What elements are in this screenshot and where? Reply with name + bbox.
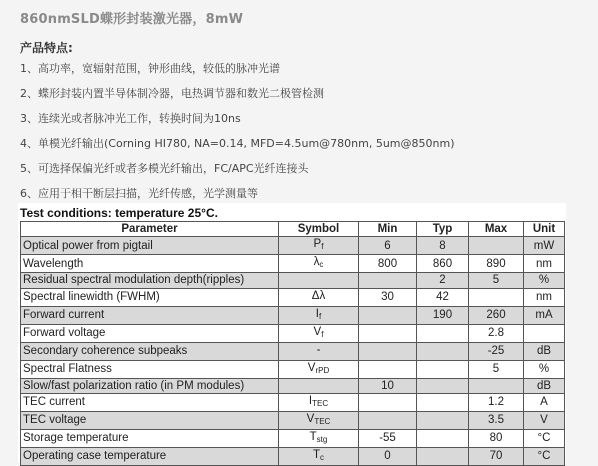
cell-unit: mA bbox=[524, 306, 565, 324]
cell-symbol bbox=[279, 411, 359, 429]
cell-unit: % bbox=[524, 273, 565, 288]
header-parameter: Parameter bbox=[21, 222, 279, 237]
cell-symbol bbox=[279, 378, 359, 393]
cell-unit bbox=[524, 324, 565, 342]
table-row bbox=[21, 378, 565, 393]
cell-typ: 190 bbox=[417, 306, 469, 324]
symbol-subscript: c bbox=[320, 452, 325, 462]
symbol-subscript: c bbox=[319, 260, 324, 270]
symbol-subscript: f bbox=[321, 242, 324, 252]
symbol-subscript: rPD bbox=[315, 365, 330, 375]
cell-max: 80 bbox=[469, 429, 524, 447]
symbol-subscript: TEC bbox=[312, 398, 329, 408]
cell-unit: °C bbox=[524, 429, 565, 447]
table-body bbox=[21, 237, 565, 466]
symbol-subscript: stg bbox=[316, 434, 328, 444]
cell-parameter: Wavelength bbox=[21, 255, 279, 273]
cell-max: 5 bbox=[469, 273, 524, 288]
cell-min: 6 bbox=[359, 237, 417, 255]
table-row bbox=[21, 237, 565, 255]
symbol-main: V bbox=[307, 361, 316, 374]
cell-min bbox=[359, 273, 417, 288]
table-row bbox=[21, 288, 565, 306]
cell-symbol bbox=[279, 237, 359, 255]
cell-parameter: Operating case temperature bbox=[21, 447, 279, 465]
cell-unit: A bbox=[524, 393, 565, 411]
cell-max: 5 bbox=[469, 360, 524, 378]
cell-symbol bbox=[279, 342, 359, 360]
feature-item: 3、连续光或者脉冲光工作，转换时间为10ns bbox=[20, 112, 241, 125]
cell-max: 3.5 bbox=[469, 411, 524, 429]
cell-typ: 2 bbox=[417, 273, 469, 288]
cell-max: 890 bbox=[469, 255, 524, 273]
cell-typ bbox=[417, 342, 469, 360]
feature-item: 4、单模光纤输出(Corning HI780, NA=0.14, MFD=4.5um@780nm, 5um@850nm) bbox=[20, 137, 455, 150]
cell-min bbox=[359, 411, 417, 429]
symbol-main: T bbox=[309, 430, 317, 443]
table-row bbox=[21, 273, 565, 288]
feature-item: 1、高功率，宽辐射范围，钟形曲线，较低的脉冲光谱 bbox=[20, 62, 280, 75]
cell-typ bbox=[417, 378, 469, 393]
header-min: Min bbox=[359, 222, 417, 237]
cell-parameter: Forward voltage bbox=[21, 324, 279, 342]
cell-unit: dB bbox=[524, 342, 565, 360]
header-max: Max bbox=[469, 222, 524, 237]
table-row bbox=[21, 411, 565, 429]
table-header-row bbox=[21, 222, 565, 237]
spec-table bbox=[20, 221, 565, 466]
table-row bbox=[21, 306, 565, 324]
cell-min: 800 bbox=[359, 255, 417, 273]
cell-typ bbox=[417, 324, 469, 342]
symbol-main: λ bbox=[313, 256, 320, 269]
cell-typ: 860 bbox=[417, 255, 469, 273]
symbol-main: V bbox=[306, 412, 315, 425]
symbol-main: I bbox=[308, 394, 313, 407]
cell-parameter: TEC voltage bbox=[21, 411, 279, 429]
cell-max bbox=[469, 378, 524, 393]
cell-parameter: Storage temperature bbox=[21, 429, 279, 447]
cell-max: 1.2 bbox=[469, 393, 524, 411]
header-symbol: Symbol bbox=[279, 222, 359, 237]
feature-item: 5、可选择保偏光纤或者多模光纤输出，FC/APC光纤连接头 bbox=[20, 162, 309, 175]
cell-min bbox=[359, 342, 417, 360]
cell-symbol bbox=[279, 324, 359, 342]
symbol-main: I bbox=[315, 307, 319, 320]
product-title: 860nmSLD蝶形封装激光器，8mW bbox=[20, 12, 244, 27]
table-row bbox=[21, 255, 565, 273]
cell-min: 0 bbox=[359, 447, 417, 465]
symbol-main: T bbox=[312, 448, 321, 461]
table-row bbox=[21, 393, 565, 411]
symbol-main: - bbox=[316, 343, 321, 356]
cell-typ bbox=[417, 411, 469, 429]
cell-parameter: Slow/fast polarization ratio (in PM modules) bbox=[21, 378, 279, 393]
cell-min: -55 bbox=[359, 429, 417, 447]
cell-min bbox=[359, 306, 417, 324]
cell-max bbox=[469, 288, 524, 306]
cell-parameter: Forward current bbox=[21, 306, 279, 324]
cell-symbol bbox=[279, 273, 359, 288]
cell-parameter: Residual spectral modulation depth(ripples) bbox=[21, 273, 279, 288]
cell-symbol bbox=[279, 306, 359, 324]
cell-parameter: Spectral linewidth (FWHM) bbox=[21, 288, 279, 306]
cell-typ bbox=[417, 360, 469, 378]
cell-unit: % bbox=[524, 360, 565, 378]
cell-min: 10 bbox=[359, 378, 417, 393]
test-conditions: Test conditions: temperature 25°C. bbox=[20, 206, 218, 220]
feature-item: 6、应用于相干断层扫描，光纤传感，光学测量等 bbox=[20, 187, 258, 200]
symbol-subscript: f bbox=[321, 329, 324, 339]
cell-unit: nm bbox=[524, 255, 565, 273]
symbol-main: Δλ bbox=[311, 289, 326, 302]
cell-unit: nm bbox=[524, 288, 565, 306]
features-list bbox=[20, 62, 455, 212]
cell-parameter: Secondary coherence subpeaks bbox=[21, 342, 279, 360]
table-row bbox=[21, 360, 565, 378]
symbol-subscript: TEC bbox=[314, 416, 331, 426]
cell-max: -25 bbox=[469, 342, 524, 360]
cell-parameter: Optical power from pigtail bbox=[21, 237, 279, 255]
symbol-main: P bbox=[313, 238, 322, 251]
table-row bbox=[21, 429, 565, 447]
feature-item: 2、蝶形封装内置半导体制冷器，电热调节器和数光二极管检测 bbox=[20, 87, 324, 100]
table-row bbox=[21, 342, 565, 360]
cell-symbol bbox=[279, 360, 359, 378]
symbol-main: V bbox=[313, 325, 322, 338]
cell-max: 70 bbox=[469, 447, 524, 465]
cell-typ: 42 bbox=[417, 288, 469, 306]
cell-min bbox=[359, 393, 417, 411]
table-row bbox=[21, 324, 565, 342]
cell-typ: 8 bbox=[417, 237, 469, 255]
cell-unit: °C bbox=[524, 447, 565, 465]
cell-parameter: Spectral Flatness bbox=[21, 360, 279, 378]
cell-parameter: TEC current bbox=[21, 393, 279, 411]
header-typ: Typ bbox=[417, 222, 469, 237]
cell-unit: mW bbox=[524, 237, 565, 255]
cell-symbol bbox=[279, 255, 359, 273]
cell-max bbox=[469, 237, 524, 255]
features-heading: 产品特点: bbox=[20, 41, 73, 55]
cell-unit: V bbox=[524, 411, 565, 429]
cell-typ bbox=[417, 393, 469, 411]
cell-min: 30 bbox=[359, 288, 417, 306]
cell-symbol bbox=[279, 393, 359, 411]
cell-unit: dB bbox=[524, 378, 565, 393]
header-unit: Unit bbox=[524, 222, 565, 237]
cell-max: 260 bbox=[469, 306, 524, 324]
cell-symbol bbox=[279, 288, 359, 306]
cell-max: 2.8 bbox=[469, 324, 524, 342]
symbol-subscript: f bbox=[318, 311, 322, 321]
cell-symbol bbox=[279, 429, 359, 447]
cell-typ bbox=[417, 429, 469, 447]
cell-min bbox=[359, 324, 417, 342]
cell-min bbox=[359, 360, 417, 378]
